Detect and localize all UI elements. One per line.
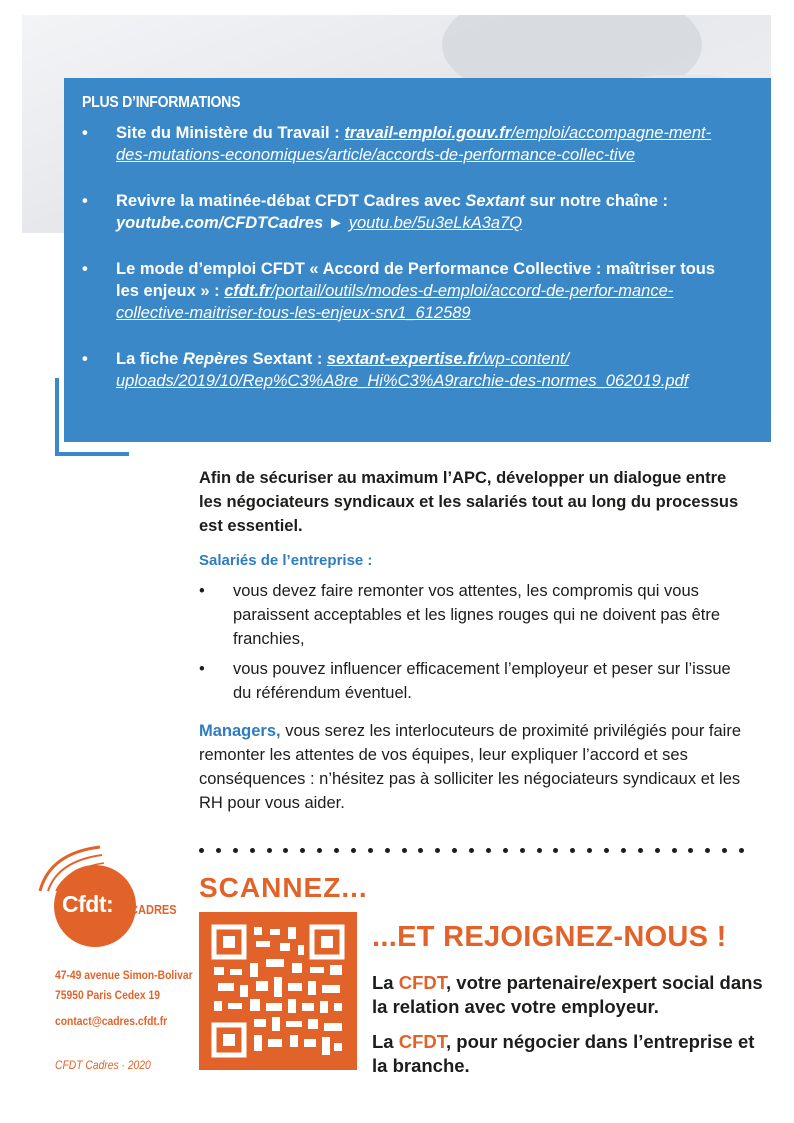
info-list [64, 122, 771, 416]
bullet: • [82, 260, 88, 278]
corner-accent [55, 378, 59, 456]
link-cfdt-domain[interactable]: cfdt.fr [224, 282, 271, 300]
list-item: • vous pouvez influencer efficacement l’employeur et peser sur l’issue du référendum éventuel. [199, 660, 731, 702]
bullet: • [82, 192, 88, 210]
link-ministere-path[interactable]: /emploi/accompagne-ment-des-mutations-economiques/article/accords-de-performance-collec-tive [116, 124, 712, 164]
info-item-sextant: • La fiche Repères Sextant : sextant-expertise.fr/wp-content/ uploads/2019/10/Rep%C3%A8re_Hi%C3%A9rarchie-des-normes_062019.pdf [82, 350, 689, 390]
link-youtube-video[interactable]: youtu.be/5u3eLkA3a7Q [348, 214, 523, 232]
cfdt-logo [28, 843, 188, 953]
tagline-partner: La CFDT, votre partenaire/expert social dans la relation avec votre employeur. [372, 972, 763, 1017]
contact-email-link[interactable]: contact@cadres.cfdt.fr [55, 1014, 168, 1028]
body-text [199, 466, 744, 815]
play-arrow-icon: ► [323, 214, 349, 232]
link-youtube-channel[interactable]: youtube.com/CFDTCadres [116, 214, 324, 232]
salaries-list [199, 579, 744, 705]
qr-code-icon [210, 923, 346, 1059]
info-item-youtube: • Revivre la matinée-débat CFDT Cadres avec Sextant sur notre chaîne : youtube.com/CFDTCadres ► youtu.be/5u3eLkA3a7Q [82, 192, 669, 232]
salaries-heading: Salariés de l’entreprise : [199, 552, 373, 569]
link-sextant-path[interactable]: /wp-content/ uploads/2019/10/Rep%C3%A8re_Hi%C3%A9rarchie-des-normes_062019.pdf [116, 350, 689, 390]
list-item: • vous devez faire remonter vos attentes, les compromis qui vous paraissent acceptables et les lignes rouges qui ne doivent pas être franchies, [199, 582, 721, 648]
info-panel [64, 78, 771, 442]
tagline-negotiate: La CFDT, pour négocier dans l’entreprise et la branche. [372, 1031, 755, 1076]
info-item-cfdt: • Le mode d’emploi CFDT « Accord de Performance Collective : maîtriser tous les enjeux » : cfdt.fr/portail/outils/modes-d-emploi/accord-de-perfor-mance-collective-maitriser-tous-les-enjeux-srv1_612589 [82, 260, 716, 322]
bullet: • [82, 124, 88, 142]
dotted-divider [199, 848, 744, 858]
info-item-ministere: • Site du Ministère du Travail : travail-emploi.gouv.fr/emploi/accompagne-ment-des-mutations-economiques/article/accords-de-performance-collec-tive [82, 124, 712, 164]
corner-accent [55, 452, 129, 456]
lead-paragraph: Afin de sécuriser au maximum l’APC, développer un dialogue entre les négociateurs syndicaux et les salariés tout au long du processus est essentiel. [199, 469, 739, 535]
info-title: PLUS D’INFORMATIONS [82, 94, 241, 111]
qr-code[interactable] [199, 912, 357, 1070]
managers-paragraph: Managers, vous serez les interlocuteurs de proximité privilégiés pour faire remonter les attentes de vos équipes, leur expliquer l’accord et ses conséquences : n’hésitez pas à solliciter les négociateurs syndicaux et les RH pour vous aider. [199, 722, 741, 812]
join-title: ...ET REJOIGNEZ-NOUS ! [372, 921, 727, 953]
contact-address: 47-49 avenue Simon-Bolivar 75950 Paris Cedex 19 contact@cadres.cfdt.fr [55, 965, 193, 1031]
copyright: CFDT Cadres · 2020 [55, 1058, 151, 1072]
bullet: • [82, 350, 88, 368]
logo-subtext: CADRES [130, 902, 177, 917]
scan-title: SCANNEZ... [199, 872, 368, 903]
logo-text: Cfdt: [62, 891, 114, 917]
link-cfdt-path[interactable]: /portail/outils/modes-d-emploi/accord-de-perfor-mance-collective-maitriser-tous-les-enjeux-srv1_612589 [116, 282, 674, 322]
link-sextant-domain[interactable]: sextant-expertise.fr [326, 350, 480, 368]
link-ministere-domain[interactable]: travail-emploi.gouv.fr [344, 124, 512, 142]
